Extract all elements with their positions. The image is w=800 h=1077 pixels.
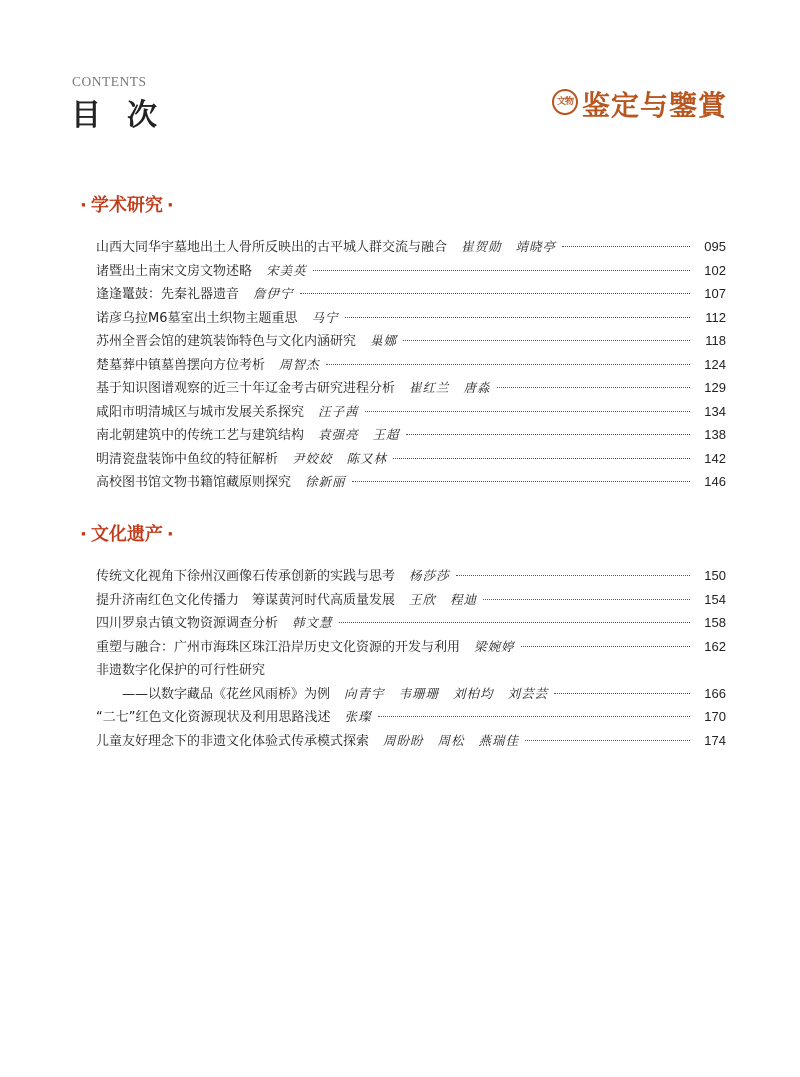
dot-leader: [339, 622, 690, 623]
toc-entry[interactable]: [96, 730, 726, 754]
entry-page-number: 129: [704, 380, 726, 395]
author-name: 马宁: [311, 309, 339, 325]
entry-page-number: 102: [704, 262, 726, 278]
toc-entry[interactable]: [96, 283, 726, 307]
entry-title: 诺彦乌拉M6墓室出土织物主题重思: [96, 310, 298, 326]
author-name: 崔贺勋: [461, 239, 502, 254]
entry-authors: [344, 707, 371, 725]
dot-leader: [456, 575, 690, 576]
entry-page-number: 158: [704, 615, 726, 630]
author-name: 唐淼: [463, 380, 491, 395]
entry-authors: [474, 637, 515, 655]
entry-title: 非遗数字化保护的可行性研究: [96, 663, 266, 678]
bullet-dot-icon: ·: [166, 524, 174, 545]
entry-title: 明清瓷盘装饰中鱼纹的特征解析: [96, 451, 279, 467]
entry-page-number: 162: [704, 638, 726, 654]
entry-authors: [409, 590, 477, 608]
dot-leader: [406, 434, 690, 435]
author-name: 徐新丽: [305, 474, 346, 489]
logo-seal-icon: 文物: [552, 89, 578, 115]
author-name: 刘柏均: [453, 685, 494, 701]
toc-entry[interactable]: [96, 471, 726, 495]
entry-authors: [409, 566, 450, 584]
entry-title: 逢逢鼍鼓：先秦礼器遗音: [96, 287, 240, 302]
journal-logo: [552, 84, 730, 120]
dot-leader: [352, 481, 690, 482]
author-name: 汪子茜: [318, 403, 359, 419]
entry-page-number: 146: [704, 474, 726, 489]
section-title-text: 学术研究: [90, 195, 163, 216]
contents-english-heading: CONTENTS: [72, 74, 147, 89]
author-name: 尹姣姣: [292, 450, 333, 466]
toc-entry[interactable]: [96, 636, 726, 660]
toc-entry[interactable]: [96, 683, 726, 707]
author-name: 杨莎莎: [409, 568, 450, 583]
author-name: 袁强亮: [318, 427, 359, 442]
author-name: 周智杰: [279, 356, 320, 372]
author-name: 王欣: [409, 591, 437, 607]
author-name: 陈又林: [346, 450, 388, 466]
entry-title: “二七”红色文化资源现状及利用思路浅述: [96, 710, 331, 725]
toc-entry[interactable]: [96, 236, 726, 260]
dot-leader: [300, 293, 690, 294]
entry-page-number: 095: [704, 239, 726, 254]
entry-authors: [292, 613, 333, 631]
author-name: 崔红兰: [409, 380, 450, 395]
author-name: 王超: [372, 427, 400, 442]
entry-page-number: 154: [704, 591, 726, 607]
author-name: 韦珊珊: [398, 685, 440, 701]
dot-leader: [326, 364, 690, 365]
section-title-text: 文化遗产: [90, 524, 163, 545]
entry-authors: [279, 355, 320, 373]
entry-authors: [370, 331, 397, 349]
entry-title: 咸阳市明清城区与城市发展关系探究: [96, 404, 305, 420]
entry-title: 山西大同华宇墓地出土人骨所反映出的古平城人群交流与融合: [96, 240, 448, 255]
entry-title: 楚墓葬中镇墓兽摆向方位考析: [96, 357, 266, 373]
toc-entry[interactable]: [96, 448, 726, 472]
author-name: 宋美英: [266, 262, 307, 278]
author-name: 燕瑞佳: [478, 732, 520, 748]
toc-entry[interactable]: [96, 424, 726, 448]
entry-authors: [266, 261, 307, 279]
logo-name: 鉴定与鑒賞: [582, 89, 728, 122]
entry-authors: [305, 472, 346, 490]
entry-authors: [253, 284, 294, 302]
entry-page-number: 174: [704, 732, 726, 748]
toc-entry[interactable]: [96, 659, 726, 683]
toc-entry[interactable]: [96, 565, 726, 589]
author-name: 张璨: [344, 709, 372, 724]
entry-authors: [318, 425, 400, 443]
entry-title: 苏州全晋会馆的建筑装饰特色与文化内涵研究: [96, 334, 357, 349]
entry-title: 重塑与融合：广州市海珠区珠江沿岸历史文化资源的开发与利用: [96, 639, 461, 655]
entry-title: 基于知识图谱观察的近三十年辽金考古研究进程分析: [96, 381, 396, 396]
dot-leader: [378, 716, 691, 717]
entry-title: 南北朝建筑中的传统工艺与建筑结构: [96, 428, 305, 443]
toc-entry[interactable]: [96, 330, 726, 354]
dot-leader: [521, 646, 690, 647]
entry-page-number: 124: [704, 356, 726, 372]
bullet-dot-icon: ·: [166, 195, 174, 216]
toc-entry[interactable]: [96, 354, 726, 378]
entry-title: 传统文化视角下徐州汉画像石传承创新的实践与思考: [96, 569, 396, 584]
toc-entry[interactable]: [96, 260, 726, 284]
dot-leader: [393, 458, 690, 459]
toc-list-heritage: [96, 565, 726, 753]
author-name: 韩文慧: [292, 615, 333, 630]
bullet-dot-icon: ·: [80, 195, 87, 216]
entry-authors: [344, 684, 548, 702]
author-name: 周松: [437, 732, 465, 748]
dot-leader: [345, 317, 690, 318]
author-name: 程迪: [450, 591, 478, 607]
entry-page-number: 138: [704, 427, 726, 442]
author-name: 梁婉婷: [474, 638, 515, 654]
entry-page-number: 118: [705, 333, 726, 348]
entry-authors: [409, 378, 491, 396]
toc-entry[interactable]: [96, 401, 726, 425]
entry-page-number: 112: [705, 309, 726, 325]
toc-entry[interactable]: [96, 612, 726, 636]
dot-leader: [403, 340, 690, 341]
toc-entry[interactable]: [96, 307, 726, 331]
entry-page-number: 150: [704, 568, 726, 583]
author-name: 刘芸芸: [507, 685, 549, 701]
toc-entry[interactable]: [96, 589, 726, 613]
entry-authors: [461, 237, 556, 255]
author-name: 周盼盼: [383, 732, 424, 748]
dot-leader: [562, 246, 690, 247]
toc-list-academic: [96, 236, 726, 495]
dot-leader: [483, 599, 690, 600]
entry-page-number: 170: [704, 709, 726, 724]
dot-leader: [497, 387, 690, 388]
page-title: 目次: [71, 98, 183, 133]
entry-title: 高校图书馆文物书籍馆藏原则探究: [96, 475, 292, 490]
dot-leader: [365, 411, 690, 412]
entry-title: 儿童友好理念下的非遗文化体验式传承模式探索: [96, 733, 370, 749]
author-name: 巢娜: [370, 333, 398, 348]
entry-title: 四川罗泉古镇文物资源调查分析: [96, 616, 279, 631]
entry-title: ——以数字藏品《花丝风雨桥》为例: [122, 686, 331, 702]
dot-leader: [313, 270, 690, 271]
author-name: 向青宇: [344, 685, 385, 701]
section-title-academic: [76, 191, 178, 217]
toc-entry[interactable]: [96, 377, 726, 401]
toc-entry[interactable]: [96, 706, 726, 730]
entry-authors: [318, 402, 359, 420]
entry-title: 提升济南红色文化传播力 筹谋黄河时代高质量发展: [96, 592, 396, 608]
entry-page-number: 134: [704, 403, 726, 419]
author-name: 靖晓亭: [515, 239, 557, 254]
dot-leader: [525, 740, 690, 741]
section-title-heritage: [76, 520, 178, 546]
author-name: 詹伊宁: [253, 286, 294, 301]
entry-page-number: 166: [704, 685, 726, 701]
entry-page-number: 142: [704, 450, 726, 466]
dot-leader: [554, 693, 690, 694]
entry-title: 诸暨出土南宋文房文物述略: [96, 263, 253, 279]
bullet-dot-icon: ·: [80, 524, 87, 545]
entry-authors: [292, 449, 387, 467]
entry-authors: [383, 731, 519, 749]
entry-page-number: 107: [704, 286, 726, 301]
entry-authors: [312, 308, 339, 326]
